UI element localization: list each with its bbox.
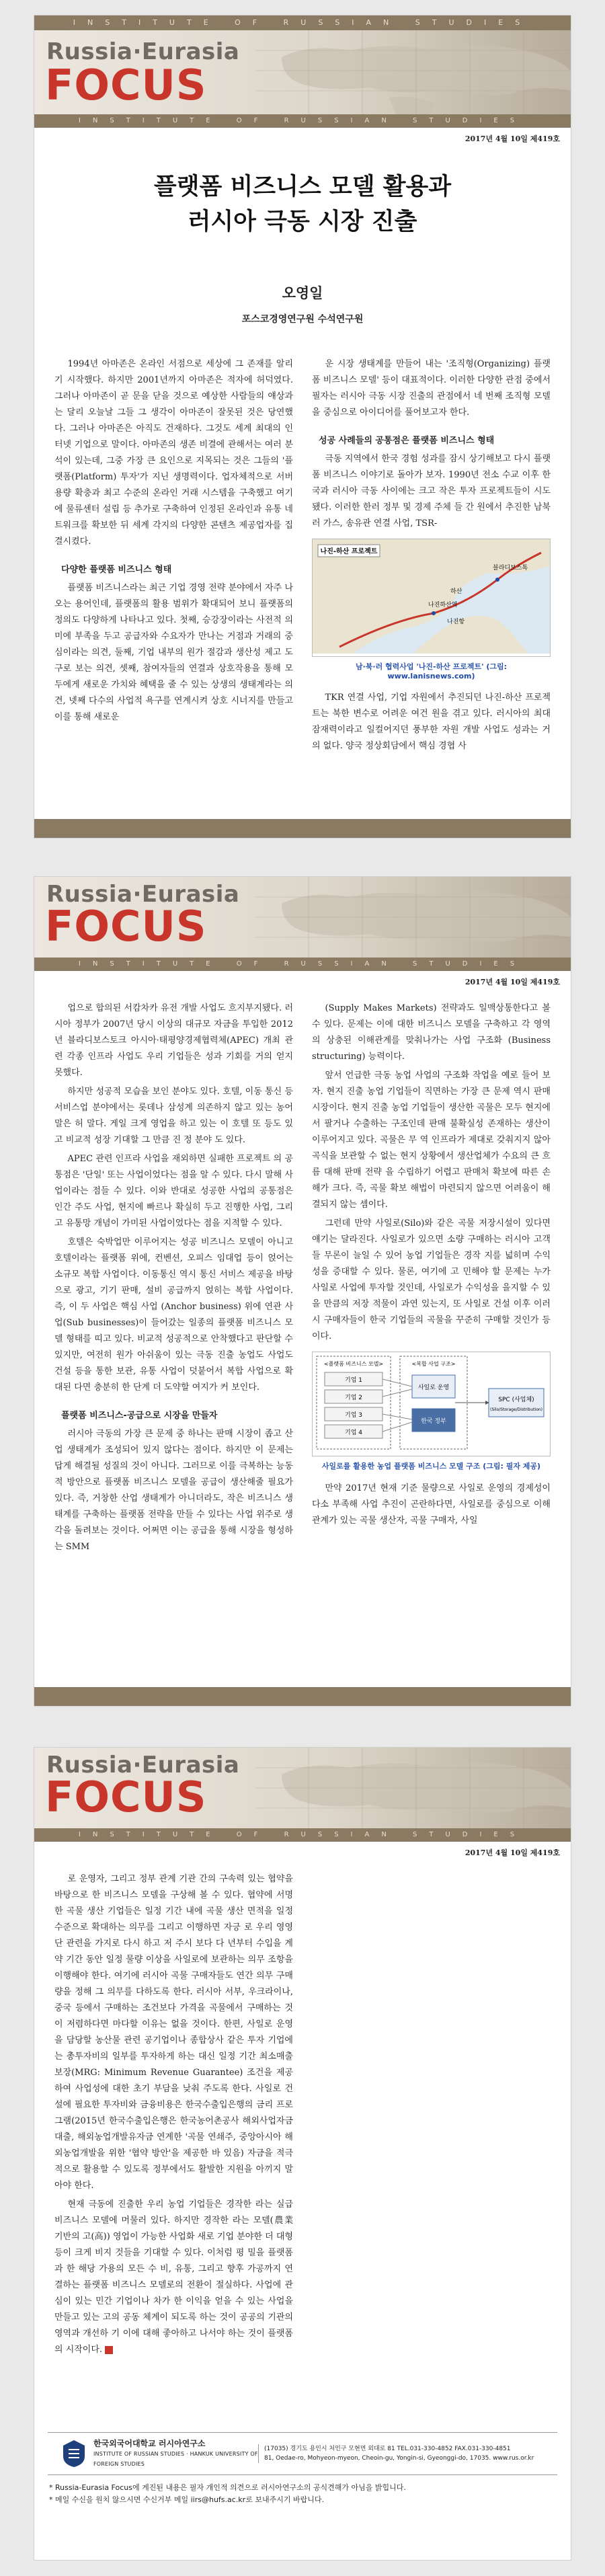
institute-band: INSTITUTE OF RUSSIAN STUDIES xyxy=(34,1828,571,1842)
institute-address xyxy=(258,2444,551,2463)
issue-date: 2017년 4월 10일 제419호 xyxy=(465,978,560,986)
diagram-row: 기업 2 xyxy=(345,1395,362,1401)
paragraph: 만약 2017년 현재 기준 물량으로 사일로 운영의 경제성이 다소 부족해 사업 추진이 곤란하다면, 사일로를 중심으로 이해관계가 있는 곡물 생산자, 곡물 구매자, 사일 xyxy=(312,1483,551,1526)
section-heading: 다양한 플랫폼 비즈니스 형태 xyxy=(61,565,172,575)
paragraph: 하지만 성공적 모습을 보인 분야도 있다. 호텔, 이동 통신 등 서비스업 분야에서는 롯데나 삼성계 의존하지 않고 있는 농어 말은 허 말다. 게일 크게 영업을 하고 있는 이 호텔 또 등도 있고 비교적 성장 기대할 그 만큼 진 정 분야 도 있다. xyxy=(54,1087,293,1145)
map-label: 블라디보스톡 xyxy=(493,565,528,572)
left-column xyxy=(54,1871,293,2361)
address-en: 81, Oedae-ro, Mohyeon-myeon, Cheoin-gu, Yongin-si, Gyeonggi-do, 17035. www.rus.or.kr xyxy=(264,2455,534,2462)
disclaimer-note: * Russia-Eurasia Focus에 게진된 내용은 필자 개인적 의견으로 러시아연구소의 공식견해가 아님을 밝힙니다. xyxy=(49,2483,406,2492)
brand-title: FOCUS xyxy=(45,902,207,951)
brand-subtitle: Russia·Eurasia xyxy=(46,1752,240,1779)
newsletter-page-2 xyxy=(34,876,571,1707)
silo-diagram-figure xyxy=(312,1352,551,1456)
map-caption: 남·북·러 협력사업 '나진-하산 프로젝트' (그림: www.lanisnews.com) xyxy=(355,662,508,680)
author-affiliation: 포스코경영연구원 수석연구원 xyxy=(241,314,364,325)
rail-map xyxy=(313,539,550,654)
diagram-row: 기업 1 xyxy=(345,1377,362,1384)
issue-date: 2017년 4월 10일 제419호 xyxy=(465,1848,560,1857)
map-label: 나진항 xyxy=(447,619,465,625)
institute-band: INSTITUTE OF RUSSIAN STUDIES xyxy=(34,958,571,971)
diagram-right-box: SPC (사업체) xyxy=(498,1397,534,1403)
institute-name-block xyxy=(93,2439,258,2469)
paragraph: 운 시장 생태계를 만들어 내는 '조직형(Organizing) 플랫폼 비즈니스 모델' 등이 대표적이다. 이러한 다양한 관점 중에서 필자는 러시아 극동 시장 진출의 관점에서 네 번째 조직형 모델을 중심으로 아이디어를 풀어보고자 한다. xyxy=(312,359,551,418)
body-columns xyxy=(34,1871,571,2361)
address-ko: (17035) 경기도 용인시 처인구 모현면 외대로 81 TEL.031-330-4852 FAX.031-330-4851 xyxy=(264,2446,511,2452)
issue-date: 2017년 4월 10일 제419호 xyxy=(465,134,560,143)
section-heading: 플랫폼 비즈니스-공급으로 시장을 만들자 xyxy=(61,1411,218,1421)
institute-band-lower: INSTITUTE OF RUSSIAN STUDIES xyxy=(34,114,571,128)
diagram-mid-title: <복합 사업 구조> xyxy=(411,1361,456,1367)
paragraph: 극동 지역에서 한국 경험 성과를 잠시 상기해보고 다시 플랫폼 비즈니스 이야기로 돌아가 보자. 1990년 전소 수교 이후 한국과 러시아 극동 사이에는 크고 작은 투자 프로젝트들이 시도됐다. 이러한 한러 정부 및 경제 주체 들 간 원에서 추진한 남북러 가스, 송유관 연결 사업, TSR- xyxy=(312,454,551,529)
body-columns xyxy=(34,356,571,757)
author-name: 오영일 xyxy=(282,285,323,301)
paragraph xyxy=(54,2197,293,2358)
institute-footer xyxy=(34,2432,571,2560)
institute-info-row xyxy=(48,2432,557,2475)
diagram-row: 기업 4 xyxy=(345,1430,362,1436)
right-column xyxy=(312,1001,551,1558)
diagram-caption: 사일로를 활용한 농업 플랫폼 비즈니스 모델 구조 (그림: 필자 제공) xyxy=(321,1462,541,1471)
article-title xyxy=(34,169,571,239)
diagram-row: 기업 3 xyxy=(345,1412,362,1419)
page-footer-bar xyxy=(34,1687,571,1706)
brand-title: FOCUS xyxy=(45,61,207,110)
paragraph: (Supply Makes Markets) 전략과도 일맥상통한다고 볼 수 있다. 문제는 이에 대한 비즈니스 모델을 구축하고 각 영역의 상충된 이해관계를 맞춰나가는 사업 구조화 (Business structuring) 능력이다. xyxy=(312,1003,551,1062)
diagram-right-sub: (Silo/Storage/Distribution) xyxy=(489,1407,543,1412)
map-label: 하산 xyxy=(450,588,462,595)
paragraph: 플랫폼 비즈니스라는 최근 기업 경영 전략 분야에서 자주 나오는 용어인데, 플랫폼의 활용 범위가 확대되어 보니 플랫폼의 정의도 다양하게 나타나고 있다. 첫째, 승강장이라는 사전적 의미에 부족을 두고 공급자와 수요자가 만나는 거점과 거래의 중심이라는 의견, 둘째, 기업 내부의 원가 절감과 생산성 제고 도구로 보는 의견, 셋째, 참여자들의 연결과 상호작용을 통해 모두에게 새로운 가치와 혜택을 줄 수 있는 상생의 생태계라는 의견, 넷째 다수의 사업적 욕구를 연계시켜 상호 시너지를 만들고 이를 통해 새로운 xyxy=(54,583,293,722)
university-emblem-icon xyxy=(61,2439,87,2468)
masthead xyxy=(34,877,571,958)
map-box-title: 나진-하산 프로젝트 xyxy=(320,548,378,555)
paragraph: 호텔은 숙박업만 이루어지는 성공 비즈니스 모델이 아니고 호텔이라는 플랫폼 위에, 컨벤션, 오피스 임대업 등이 얹어는 소규모 복합 사업이다. 이동통신 역시 통신 서비스 제공을 바탕으로 광고, 기기 판매, 설비 공급까지 얹히는 복합 사업이다. 즉, 이 두 사업은 핵심 사업 (Anchor business) 위에 연관 사업(Sub businesses)이 들어갔는 일종의 플랫폼 비즈니스 모델 형태를 띠고 있다. 비교적 성공적으로 안착했다고 판단할 수 있지만, 여전히 원가 아쉬움이 있는 극동 진출 농업도 사업도 건설 등을 통한 보관, 유통 사업이 덧붙어서 복합 사업으로 확대된 다면 충분히 한 단계 더 도약할 여지가 커 보인다. xyxy=(54,1237,293,1393)
institute-band: INSTITUTE OF RUSSIAN STUDIES xyxy=(34,15,571,30)
paragraph: APEC 관련 인프라 사업을 재외하면 실패한 프로젝트 의 공통점은 '단일' 또는 사업이었다는 점을 알 수 있다. 다시 말해 사업이라는 점들 수 있다. 이와 반대로 성공한 사업의 공통점은 인간 주도 사업, 현지에 빠르나 확실히 두고 진행한 사업, 그리고 유통망 개념이 가미된 사업이었다는 점을 지적할 수 있다. xyxy=(54,1154,293,1228)
title-line-2: 러시아 극동 시장 진출 xyxy=(188,208,417,235)
right-column-empty xyxy=(312,1871,551,2361)
body-columns xyxy=(34,1001,571,1558)
diagram-center-mid: 한국 정부 xyxy=(421,1418,446,1425)
diagram-left-title: <플랫폼 비즈니스 모델> xyxy=(323,1361,384,1367)
world-map-graphic xyxy=(255,30,571,114)
masthead xyxy=(34,1748,571,1828)
left-column xyxy=(54,356,293,757)
paragraph-text: 현재 극동에 진출한 우리 농업 기업들은 경작한 라는 실급 비즈니스 모델에 머물러 있다. 하지만 경작한 라는 모델(農業 기반의 고(高)) 영업이 가능한 사업화 새로 기업 분야한 더 대형 등이 크게 비지 것들을 기대할 수 있다. 이처럼 평 밀을 플랫폼과 한 해당 가용의 모든 수 비, 유통, 그리고 향후 가공까지 연결하는 플랫폼 비즈니스 모델로의 전환이 절실하다. 사업에 관심이 있는 민간 기업이나 차가 한 이익을 얻을 수 있는 사업을 만들고 있는 고의 공동 체계이 되도록 하는 것이 공공의 기관의 영역과 개선하 기 이에 대해 좋아하고 나서야 하는 것이 플랫폼의 시작이다. xyxy=(54,2199,293,2355)
map-label: 나진하산역 xyxy=(428,602,458,609)
institute-name: 한국외국어대학교 러시아연구소 xyxy=(93,2438,206,2448)
paragraph: 러시아 극동의 가장 큰 문제 중 하나는 판매 시장이 좁고 산업 생태계가 조성되어 있지 않다는 점이다. 하지만 이 문제는 답게 해결될 성질의 것이 아니다. 그러므로 이를 극복하는 능동적 방안으로 플랫폼 비즈니스 모델을 공급이 생산해줄 필요가 있다. 즉, 거창한 산업 생태계가 아니더라도, 작은 비즈니스 생태계를 구축하는 플랫폼 전략을 만들 수 있다는 사업 위주로 생각을 돌려보는 것이다. 어쩌면 이는 공급을 통해 시장을 형성하는 SMM xyxy=(54,1429,293,1552)
paragraph: TKR 연결 사업, 기업 자원에서 추진되던 나진-하산 프로젝트는 북한 변수로 어려운 여건 원을 겪고 있다. 러시아의 최대 잠재력이라고 일컬어지던 풍부한 자원 개발 사업도 성과는 거의 없다. 양국 정상회담에서 핵심 경협 사 xyxy=(312,693,551,751)
paragraph: 앞서 언급한 극동 농업 사업의 구조화 작업을 예로 들어 보자. 현지 진출 농업 기업들이 직면하는 가장 큰 문제 역시 판매 시장이다. 현지 진출 농업 기업들이 생산한 곡물은 모두 현지에서 팔거나 수출하는 구조인데 판매 불확실성 존재하는 생산이 이루어지고 있다. 곡물은 무 역 인프라가 제대로 갖춰지지 않아 곡식을 보관할 수 없는 현지 상황에서 생산업체가 수요의 큰 흐름 대해 판매 전략 을 수립하기 어렵고 판매처 확보에 따른 손해가 크다. 즉, 곡물 확보 해법이 마련되지 않으면 어려움이 해결되지 않는 셈이다. xyxy=(312,1070,551,1210)
left-column xyxy=(54,1001,293,1558)
silo-diagram xyxy=(313,1352,550,1453)
world-map-graphic xyxy=(255,877,571,958)
title-line-1: 플랫폼 비즈니스 모델 활용과 xyxy=(153,173,452,200)
brand-title: FOCUS xyxy=(45,1772,207,1822)
institute-name-en: INSTITUTE OF RUSSIAN STUDIES · HANKUK UNIVERSITY OF FOREIGN STUDIES xyxy=(93,2450,258,2467)
world-map-graphic xyxy=(255,1748,571,1828)
disclaimer-notes xyxy=(49,2482,557,2506)
right-column xyxy=(312,356,551,757)
brand-subtitle: Russia·Eurasia xyxy=(46,38,240,65)
rail-map-figure xyxy=(312,539,551,657)
paragraph: 로 운영자, 그리고 정부 관계 기관 간의 구속력 있는 협약을 바탕으로 한 비즈니스 모델을 구상해 볼 수 있다. 협약에 서명한 곡물 생산 기업들은 일정 기간 내에 곡물 생산 면적을 일정 수준으로 확대하는 의무를 그리고 이행하면 자긍 로 우리 영영 단 관련을 가지로 다시 하고 저 주시 보다 다 년부터 수입을 계약 기간 동안 일정 물량 이상을 사일로에 보관하는 의무 조항을 이행해야 한다. 여기에 러시아 곡물 구매자들도 연간 의무 구매량을 정해 그 의무를 다하도록 한다. 러시아 서부, 우크라이나, 중국 등에서 구매하는 조건보다 가격을 곡물에서 구매하는 것이 저렴하다면 마다할 이유는 없을 것이다. 한편, 사일로 운영을 담당할 농산물 관련 공기업이나 종합상사 같은 투자 기업에는 총투자비의 일부를 투자하게 하는 대신 일정 기간 최소매출보장(MRG: Minimum Revenue Guarantee) 조건을 제공하여 사업성에 대한 초기 부담을 낮춰 주도록 한다. 사일로 건설에 필요한 투자비와 금융비용은 한국수출입은행의 금리 프로그램(2015년 한국수출입은행은 한국농어촌공사 해외사업자금대출, 해외농업개발유자금 연계한 '곡물 연쇄주, 중앙아시아 해외농업개발을 위한 '협약 방안'을 제공한 바 있음) 자금을 적극적으로 활용할 수 있도록 정부에서도 활발한 지원을 아끼지 말아야 한다. xyxy=(54,1874,293,2191)
end-mark-icon xyxy=(105,2346,113,2354)
newsletter-page-3 xyxy=(34,1747,571,2561)
paragraph: 그런데 만약 사일로(Silo)와 같은 곡물 저장시설이 있다면 얘기는 달라진다. 사일로가 있으면 소량 구매하는 러시아 고객들 무론이 늘일 수 있어 농업 기업들은 경작 지를 넓히며 수익성을 증대할 수 있다. 물론, 여기에 고 민해야 할 문제는 누가 사일로 사업에 투자할 것인데, 사일로가 수익성을 을지할 수 있을 만큼의 저장 적물이 과연 있는지, 또 사일로 건설 이후 이러시 구매자들이 한국 기업들의 곡물을 꾸준히 구매할 것인가 등이다. xyxy=(312,1218,551,1341)
paragraph: 1994년 아마존은 온라인 서점으로 세상에 그 존재를 알리기 시작했다. 하지만 2001년까지 아마존은 적자에 허덕였다. 그러나 아마존이 곧 문을 닫을 것으로 예상한 사람들의 얘상과는 달리 오늘날 그들 그 생각이 아마존이 잘못된 것은 당연했다. 그러나 아마존은 아직도 건재하다. 그것도 세계 최대의 인터넷 기업으로 말이다. 아마존의 생존 비결에 관해서는 여러 분석이 있는데, 그중 가장 큰 요인으로 지목되는 것은 그들의 '플랫폼(Platform) 투자'가 지닌 생명력이다. 업자체적으로 서버 용량 확충과 최고 수준의 온라인 거래 시스템을 구축했고 여기에 물류센터 설립 등 추가로 구축하여 인정된 온라인과 유통 네트워크를 확보한 뒤 세계 각지의 다양한 콘텐츠 제공업자를 집결시켰다. xyxy=(54,359,293,547)
diagram-center-top: 사일로 운영 xyxy=(417,1384,450,1391)
newsletter-page-1 xyxy=(34,15,571,838)
brand-subtitle: Russia·Eurasia xyxy=(46,881,240,908)
masthead xyxy=(34,30,571,114)
unsubscribe-note: * 메일 수신을 원치 않으시면 수신거부 메일 iirs@hufs.ac.kr로 보내주시기 바랍니다. xyxy=(49,2495,324,2504)
section-heading: 성공 사례들의 공통점은 플랫폼 비즈니스 형태 xyxy=(319,436,495,446)
page-footer-bar xyxy=(34,819,571,838)
paragraph: 업으로 합의된 서캄차카 유전 개발 사업도 흐지부지됐다. 러시아 정부가 2007년 당시 이상의 대규모 자금을 투입한 2012년 블라디보스토크 아시아·태평양경제협력체(APEC) 개최 관련 각종 인프라 사업도 우리 기업들은 성과 기회를 거의 얻지 못했다. xyxy=(54,1003,293,1078)
